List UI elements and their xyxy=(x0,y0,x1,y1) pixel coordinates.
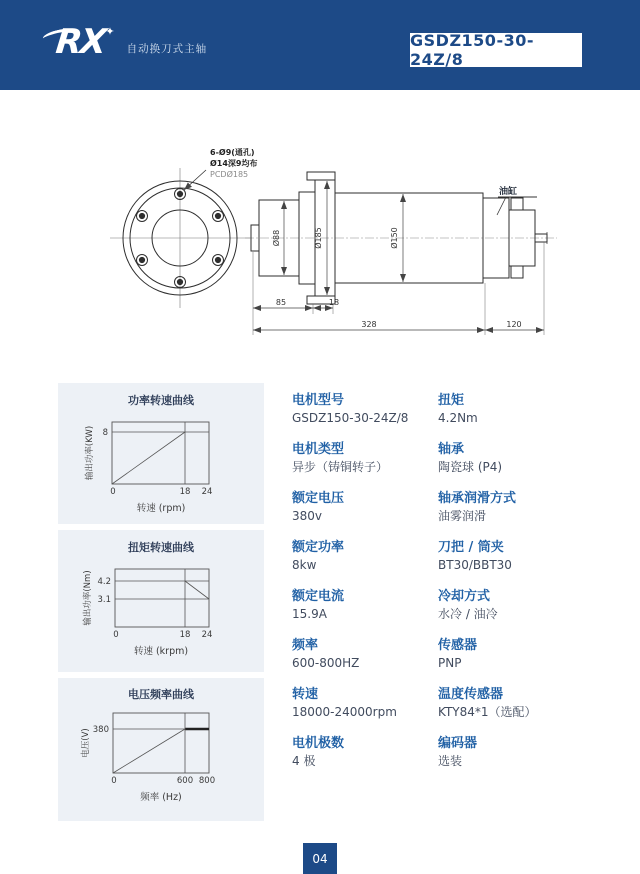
spec-bearing xyxy=(438,442,583,491)
x-axis-label: 频率 (Hz) xyxy=(140,792,182,803)
dim-dia-88: Ø88 xyxy=(272,229,281,247)
spec-value: GSDZ150-30-24Z/8 xyxy=(292,411,409,425)
spec-encoder xyxy=(438,736,583,785)
spec-label: 温度传感器 xyxy=(438,687,504,702)
dim-dia-185: Ø185 xyxy=(314,227,323,249)
spec-label: 冷却方式 xyxy=(438,589,491,604)
dim-120: 120 xyxy=(506,320,522,329)
cylinder-tab-bottom xyxy=(511,266,523,278)
spec-label: 电机类型 xyxy=(292,442,345,457)
spec-value: 异步（铸铜转子） xyxy=(292,460,389,474)
x-tick: 0 xyxy=(111,776,117,786)
torque-speed-chart xyxy=(58,530,264,672)
spec-label: 电机极数 xyxy=(292,736,345,751)
chart-title: 功率转速曲线 xyxy=(128,394,194,407)
power-speed-chart xyxy=(58,383,264,524)
pcd-annotation: PCDØ185 xyxy=(210,170,249,179)
spec-temp-sensor xyxy=(438,687,583,736)
spec-label: 扭矩 xyxy=(438,393,465,408)
spec-value: 陶瓷球 (P4) xyxy=(438,460,503,474)
x-axis-label: 转速 (rpm) xyxy=(136,503,186,514)
spec-label: 额定功率 xyxy=(292,540,345,555)
spec-value: 8kw xyxy=(292,558,317,572)
x-tick: 18 xyxy=(179,487,191,497)
sparkle-icon: ✦ xyxy=(105,25,115,38)
spec-value: 15.9A xyxy=(292,607,327,621)
spec-motor-type xyxy=(292,442,437,491)
spec-value: 18000-24000rpm xyxy=(292,705,397,719)
technical-drawing xyxy=(55,130,585,370)
flange-tab-top xyxy=(307,172,335,180)
spec-label: 频率 xyxy=(292,638,319,653)
brand-logo-text: RX xyxy=(53,22,107,62)
extension-lines xyxy=(253,242,544,335)
spec-value: 选装 xyxy=(438,754,463,768)
spec-list-right xyxy=(438,393,583,785)
spec-rated-voltage xyxy=(292,491,437,540)
spec-label: 刀把 / 筒夹 xyxy=(438,540,504,555)
dim-18: 18 xyxy=(328,298,340,307)
hole-annotation-line1: 6-Ø9(通孔) xyxy=(210,148,255,157)
spec-label: 轴承润滑方式 xyxy=(438,491,517,506)
dim-dia-150: Ø150 xyxy=(390,227,399,249)
spec-label: 额定电压 xyxy=(292,491,345,506)
y-tick: 3.1 xyxy=(97,595,111,605)
dim-85: 85 xyxy=(275,298,287,307)
spec-value: PNP xyxy=(438,656,462,670)
spec-label: 额定电流 xyxy=(292,589,345,604)
dim-328: 328 xyxy=(361,320,377,329)
spec-label: 电机型号 xyxy=(292,393,345,408)
spec-speed xyxy=(292,687,437,736)
voltage-frequency-chart xyxy=(58,678,264,821)
length-dimension-lines xyxy=(253,308,544,330)
x-tick: 0 xyxy=(113,630,119,640)
front-view xyxy=(110,168,250,308)
spec-value: 600-800HZ xyxy=(292,656,360,670)
spec-cooling xyxy=(438,589,583,638)
brand-tagline: 自动换刀式主轴 xyxy=(126,43,208,55)
model-number-badge: GSDZ150-30-24Z/8 xyxy=(410,33,582,67)
y-tick: 380 xyxy=(92,725,109,735)
header-band xyxy=(0,0,640,90)
hole-annotation-line2: Ø14深9均布 xyxy=(210,159,258,168)
x-tick: 800 xyxy=(198,776,216,786)
y-axis-label: 输出功率(KW) xyxy=(85,425,95,481)
spec-torque xyxy=(438,393,583,442)
spec-value: 4.2Nm xyxy=(438,411,478,425)
chart-title: 电压频率曲线 xyxy=(128,688,194,701)
spec-value: 380v xyxy=(292,509,323,523)
spec-value: 水冷 / 油冷 xyxy=(438,607,498,621)
spec-pole-count xyxy=(292,736,437,785)
spec-motor-model xyxy=(292,393,437,442)
spec-lubrication xyxy=(438,491,583,540)
spec-value: BT30/BBT30 xyxy=(438,558,512,572)
cylinder-tab-top xyxy=(511,198,523,210)
hole-leader-line xyxy=(184,170,206,190)
spec-label: 编码器 xyxy=(438,736,478,751)
x-tick: 18 xyxy=(179,630,191,640)
spec-rated-current xyxy=(292,589,437,638)
oil-cylinder-leader xyxy=(497,197,506,215)
spec-list-left xyxy=(292,393,437,785)
spec-label: 轴承 xyxy=(438,442,465,457)
y-axis-label: 输出功率(Nm) xyxy=(83,570,93,626)
spec-label: 转速 xyxy=(292,687,319,702)
spec-value: 油雾润滑 xyxy=(438,509,487,523)
x-tick: 0 xyxy=(110,487,116,497)
oil-cylinder-label: 油缸 xyxy=(499,187,518,197)
spec-sensor xyxy=(438,638,583,687)
y-axis-label: 电压(V) xyxy=(81,728,91,758)
chart-title: 扭矩转速曲线 xyxy=(128,541,194,554)
page-number-badge: 04 xyxy=(303,843,337,874)
spec-value: 4 极 xyxy=(292,754,316,768)
y-tick: 8 xyxy=(102,428,108,438)
spec-value: KTY84*1（选配） xyxy=(438,705,537,719)
x-tick: 24 xyxy=(201,487,213,497)
spec-tool-holder xyxy=(438,540,583,589)
spec-frequency xyxy=(292,638,437,687)
brand-logo xyxy=(53,22,208,62)
x-axis-label: 转速 (krpm) xyxy=(133,646,189,657)
y-tick: 4.2 xyxy=(97,577,111,587)
spec-rated-power xyxy=(292,540,437,589)
x-tick: 600 xyxy=(176,776,194,786)
spec-label: 传感器 xyxy=(438,638,478,653)
x-tick: 24 xyxy=(201,630,213,640)
